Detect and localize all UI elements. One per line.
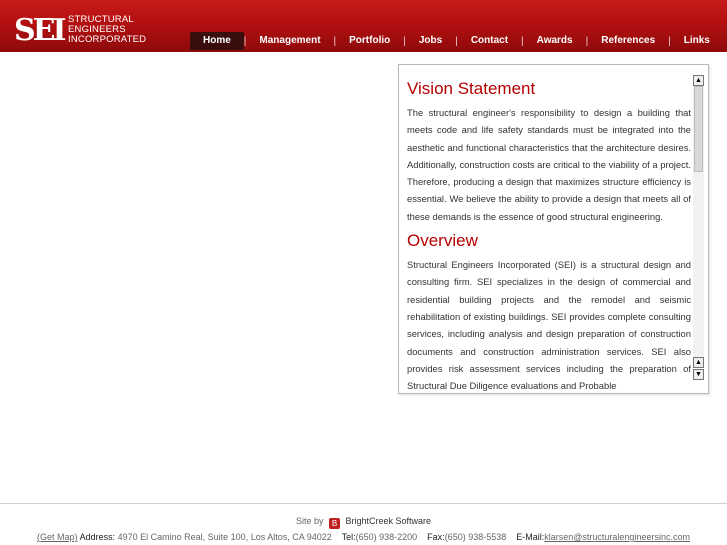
overview-title: Overview <box>407 231 478 251</box>
vertical-scrollbar[interactable] <box>693 75 704 381</box>
scroll-track[interactable] <box>693 86 704 364</box>
logo-line-2: ENGINEERS <box>68 24 126 35</box>
nav-jobs[interactable]: Jobs <box>418 35 443 46</box>
address-value: 4970 El Camino Real, Suite 100, Los Altos, CA 94022 <box>117 532 332 542</box>
nav-home[interactable]: Home <box>190 32 244 50</box>
nav-separator: | <box>521 35 524 47</box>
nav-separator: | <box>243 35 247 47</box>
fax-value: (650) 938-5538 <box>444 532 507 542</box>
scroll-down-button[interactable]: ▼ <box>693 369 704 380</box>
nav-separator: | <box>403 35 406 47</box>
overview-text: Structural Engineers Incorporated (SEI) is a structural design and consulting firm. SEI specializes in the design of commercial and residential building projects and the remodel and seismic rehabilitation of existing buildings. SEI provides complete consulting services, including analysis and design preparation of construction documents and construction administration services. SEI also provides risk assessment services including the preparation of Structural Due Diligence evaluations and Probable <box>407 259 691 392</box>
scroll-up-button[interactable]: ▲ <box>693 75 704 86</box>
logo-mark: SEI <box>14 13 64 48</box>
nav-references[interactable]: References <box>601 35 656 46</box>
nav-awards[interactable]: Awards <box>536 35 573 46</box>
brightcreek-link[interactable]: BrightCreek Software <box>345 516 432 526</box>
logo-line-1: STRUCTURAL <box>68 14 134 25</box>
scroll-thumb[interactable] <box>694 86 703 172</box>
email-link[interactable]: klarsen@structuralengineersinc.com <box>544 532 690 542</box>
vision-title: Vision Statement <box>407 79 536 98</box>
nav-separator: | <box>668 35 671 47</box>
tel-value: (650) 938-2200 <box>355 532 418 542</box>
content-panel <box>398 64 709 394</box>
site-header <box>0 0 727 52</box>
nav-links[interactable]: Links <box>683 35 710 46</box>
brightcreek-logo-icon[interactable]: B <box>329 518 340 529</box>
get-map-link[interactable]: (Get Map) <box>37 532 78 542</box>
site-credit <box>0 516 727 529</box>
logo-text <box>68 15 146 45</box>
email-label: E-Mail: <box>516 532 545 542</box>
site-by-label: Site by <box>295 516 324 526</box>
scroll-up-button-lower[interactable]: ▲ <box>693 357 704 368</box>
nav-contact[interactable]: Contact <box>470 35 509 46</box>
nav-separator: | <box>333 35 337 47</box>
footer-address <box>0 532 727 542</box>
sei-logo[interactable] <box>14 13 147 48</box>
footer-divider <box>0 503 727 504</box>
main-nav <box>190 32 723 50</box>
scroll-content[interactable] <box>407 79 691 392</box>
nav-management[interactable]: Management <box>259 35 321 46</box>
tel-label: Tel: <box>341 532 356 542</box>
nav-portfolio[interactable]: Portfolio <box>349 35 391 46</box>
vision-text: The structural engineer's responsibility to design a building that meets code and life safety standards must be integrated into the aesthetic and functional characteristics that the architecture desires. Additionally, construction costs are critical to the viability of a project. Therefore, producing a design that maximizes structure efficiency is essential. We believe the ability to provide a design that meets all of these demands is the essence of good structural engineering. <box>407 107 691 222</box>
logo-line-3: INCORPORATED <box>68 34 147 45</box>
nav-separator: | <box>585 35 589 47</box>
address-label: Address: <box>79 532 116 542</box>
nav-separator: | <box>455 35 458 47</box>
fax-label: Fax: <box>427 532 445 542</box>
